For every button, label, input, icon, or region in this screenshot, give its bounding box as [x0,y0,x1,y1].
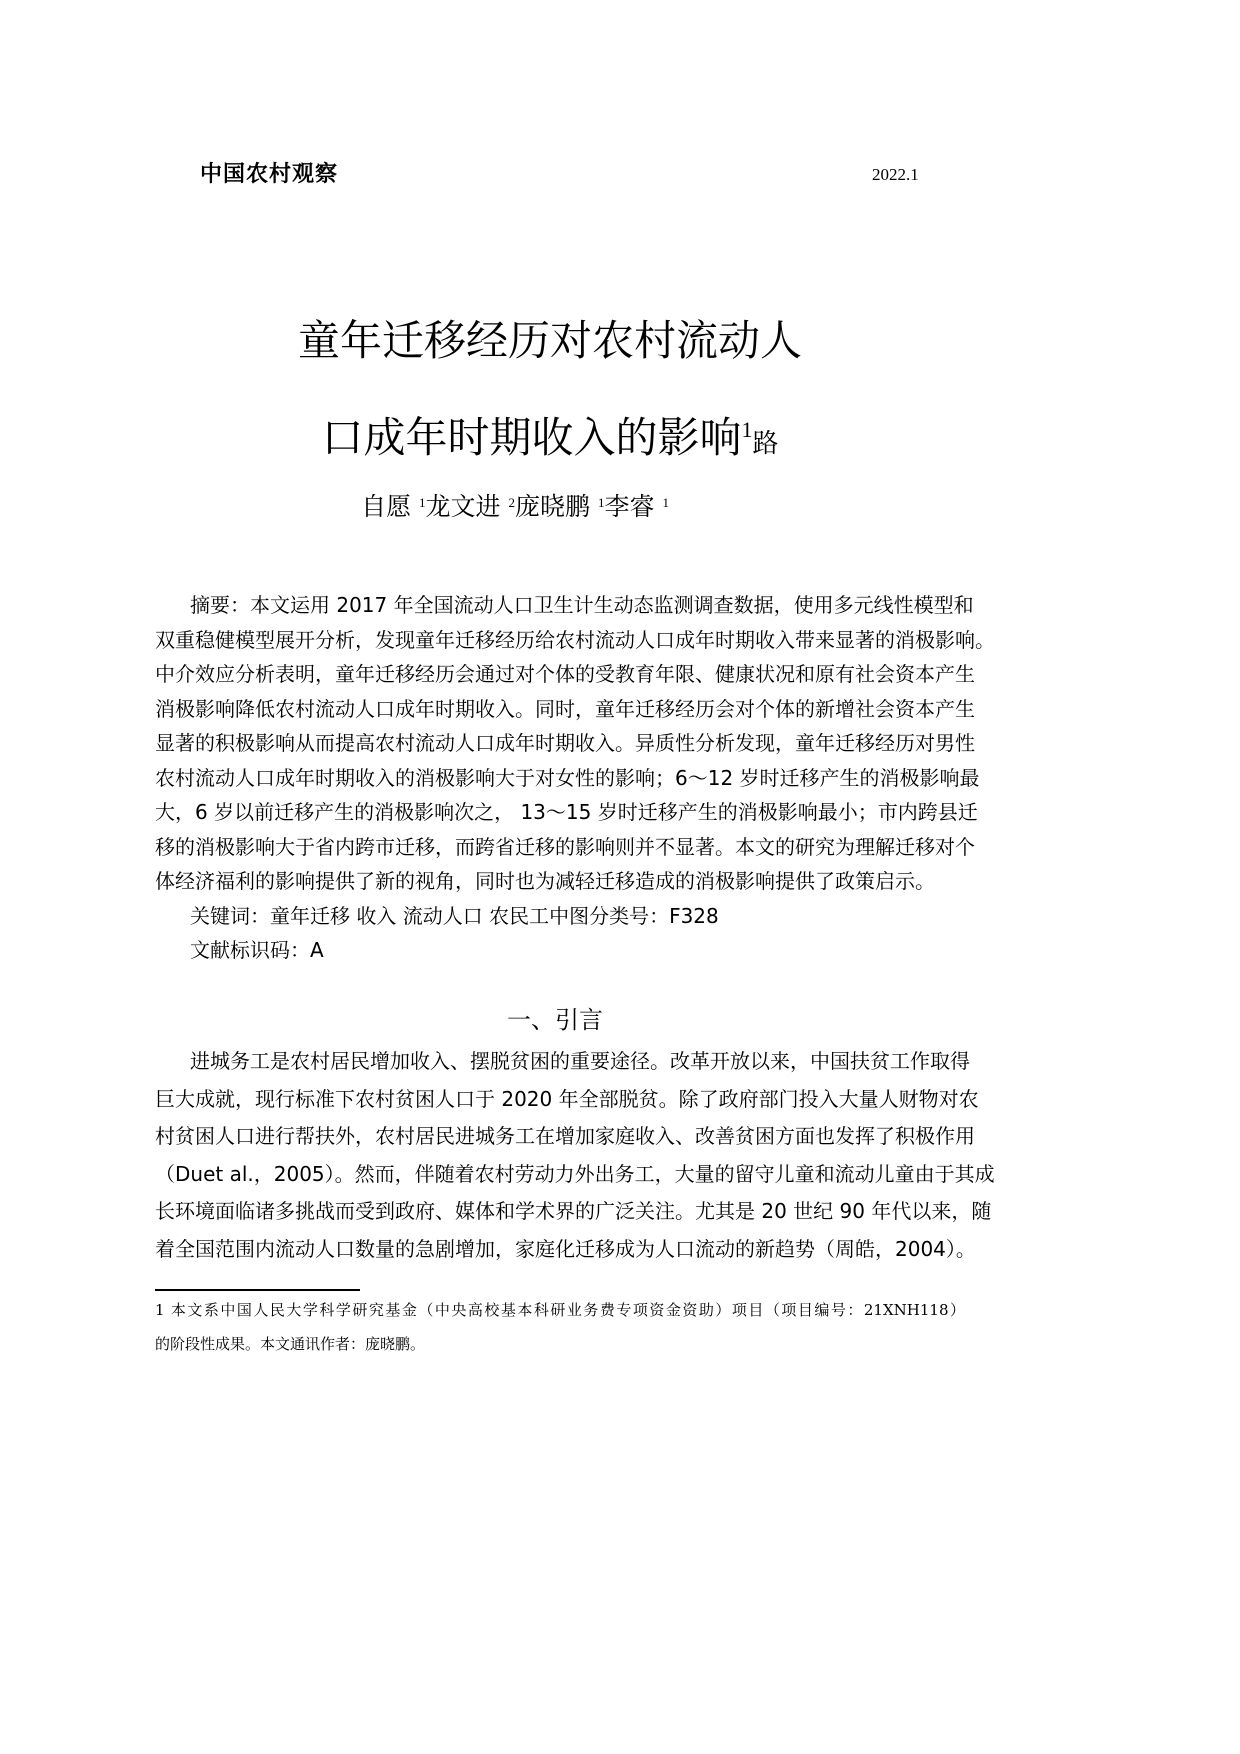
title-text: 口成年时期收入的影响 [321,413,742,462]
body-line: 村贫困人口进行帮扶外，农村居民进城务工在增加家庭收入、改善贫困方面也发挥了积极作用 [155,1124,975,1148]
abstract-line: 显著的积极影响从而提高农村流动人口成年时期收入。异质性分析发现，童年迁移经历对男性 [155,731,975,755]
title-line-1: 童年迁移经历对农村流动人 [297,316,802,365]
footnote-line: 1 本文系中国人民大学科学研究基金（中央高校基本科研业务费专项资金资助）项目（项目编号：21XNH118） [155,1301,965,1319]
body-line: 进城务工是农村居民增加收入、摆脱贫困的重要途径。改革开放以来，中国扶贫工作取得 [190,1049,970,1073]
abstract-line: 摘要：本文运用 2017 年全国流动人口卫生计生动态监测调查数据，使用多元线性模型和 [190,593,974,617]
abstract-line: 消极影响降低农村流动人口成年时期收入。同时，童年迁移经历会对个体的新增社会资本产生 [155,696,975,721]
abstract [155,588,995,968]
author-sup: 2 [508,495,515,510]
authors [0,487,1030,523]
author-sup: 1 [597,495,605,510]
author: 龙文进 [425,492,501,521]
abstract-line: 大，6 岁以前迁移产生的消极影响次之， 13～15 岁时迁移产生的消极影响最小；市内跨县迁 [155,800,978,824]
author: 李睿 [604,492,655,521]
abstract-line: 移的消极影响大于省内跨市迁移，而跨省迁移的影响则并不显著。本文的研究为理解迁移对个 [155,834,975,859]
abstract-line: 双重稳健模型展开分析，发现童年迁移经历给农村流动人口成年时期收入带来显著的消极影响。 [155,627,995,652]
title-footnote-mark: 1 [741,417,753,442]
footnote [155,1293,965,1361]
abstract-line: 中介效应分析表明，童年迁移经历会通过对个体的受教育年限、健康状况和原有社会资本产生 [155,662,975,686]
author: 庞晓鹏 [515,492,591,521]
footnote-line: 的阶段性成果。本文通讯作者：庞晓鹏。 [155,1335,426,1353]
abstract-line: 体经济福利的影响提供了新的视角，同时也为减轻迁移造成的消极影响提供了政策启示。 [155,869,935,893]
body-line: 巨大成就，现行标准下农村贫困人口于 2020 年全部脱贫。除了政府部门投入大量人财物对农 [155,1086,979,1111]
issue-number: 2022.1 [872,165,919,184]
body-line: （Duet al.，2005）。然而，伴随着农村劳动力外出务工，大量的留守儿童和流动儿童由于其成 [155,1161,995,1186]
journal-logo: 中国农村观察 [200,162,339,187]
author-sup: 1 [419,495,426,510]
author: 自愿 [361,492,412,521]
footnote-divider [155,1289,360,1291]
document-code: 文献标识码：A [190,938,324,962]
author-sup: 1 [662,495,669,510]
abstract-line: 农村流动人口成年时期收入的消极影响大于对女性的影响；6～12 岁时迁移产生的消极影响最 [155,765,980,790]
title-tail: 路 [752,429,779,459]
body-line: 长环境面临诸多挑战而受到政府、媒体和学术界的广泛关注。尤其是 20 世纪 90 年代以来，随 [155,1199,992,1223]
intro-paragraph [155,1043,995,1268]
title-line-2 [0,405,1100,465]
body-line: 着全国范围内流动人口数量的急剧增加，家庭化迁移成为人口流动的新趋势（周皓，2004）。 [155,1236,976,1261]
keywords: 关键词：童年迁移 收入 流动人口 农民工中图分类号：F328 [190,903,719,928]
section-heading: 一、引言 [507,1006,603,1034]
